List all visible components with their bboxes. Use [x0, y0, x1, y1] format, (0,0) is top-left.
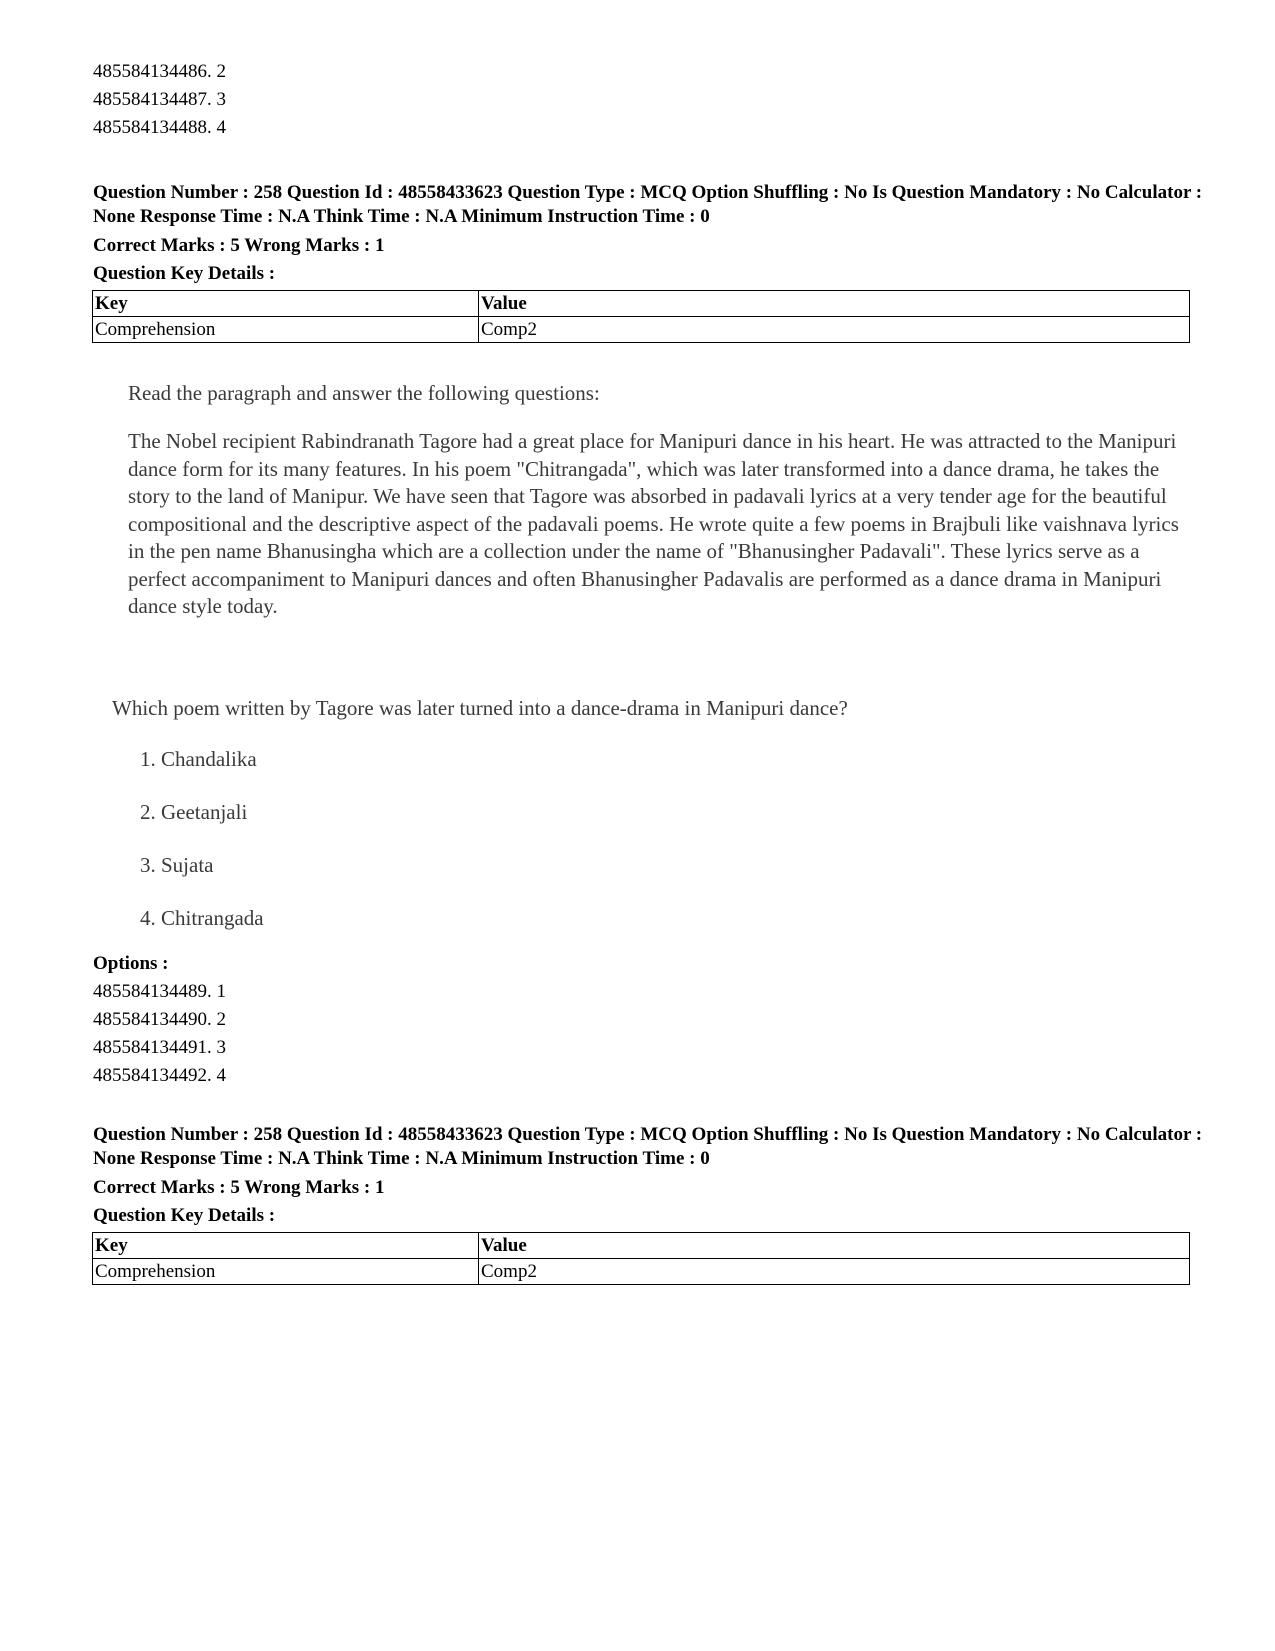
table-row	[93, 1259, 1190, 1285]
option-line: 485584134486. 2	[93, 61, 226, 82]
value-header: Value	[479, 1233, 1190, 1259]
passage-intro: Read the paragraph and answer the following questions:	[128, 381, 600, 405]
answer-choice: 3. Sujata	[140, 853, 214, 877]
key-details-table	[92, 290, 1190, 343]
marks-line: Correct Marks : 5 Wrong Marks : 1	[93, 1177, 385, 1198]
option-line: 485584134489. 1	[93, 981, 226, 1002]
key-header: Key	[93, 1233, 479, 1259]
option-line: 485584134491. 3	[93, 1037, 226, 1058]
option-line: 485584134490. 2	[93, 1009, 226, 1030]
table-header-row	[93, 291, 1190, 317]
question-meta: Question Number : 258 Question Id : 48558433623 Question Type : MCQ Option Shuffling : No Is Question Mandatory : No Calculator : None Response Time : N.A Think Time : N.A Minimum Instruction Time : 0	[93, 182, 1203, 227]
table-row	[93, 317, 1190, 343]
marks-line: Correct Marks : 5 Wrong Marks : 1	[93, 235, 385, 256]
key-details-label: Question Key Details :	[93, 1205, 276, 1226]
key-cell: Comprehension	[93, 317, 479, 343]
value-cell: Comp2	[479, 317, 1190, 343]
option-line: 485584134488. 4	[93, 117, 226, 138]
options-label: Options :	[93, 953, 169, 974]
option-line: 485584134487. 3	[93, 89, 226, 110]
value-cell: Comp2	[479, 1259, 1190, 1285]
passage-paragraph: The Nobel recipient Rabindranath Tagore had a great place for Manipuri dance in his heart. He was attracted to the Manipuri dance form for its many features. In his poem "Chitrangada", which was later transformed into a dance drama, he takes the story to the land of Manipur. We have seen that Tagore was absorbed in padavali lyrics at a very tender age for the beautiful compositional and the descriptive aspect of the padavali poems. He wrote quite a few poems in Brajbuli like vaishnava lyrics in the pen name Bhanusingha which are a collection under the name of "Bhanusingher Padavali". These lyrics serve as a perfect accompaniment to Manipuri dances and often Bhanusingher Padavalis are performed as a dance drama in Manipuri dance style today.	[128, 429, 1179, 618]
key-details-table	[92, 1232, 1190, 1285]
key-header: Key	[93, 291, 479, 317]
answer-choice: 4. Chitrangada	[140, 906, 264, 930]
key-cell: Comprehension	[93, 1259, 479, 1285]
answer-choice: 2. Geetanjali	[140, 800, 248, 824]
table-header-row	[93, 1233, 1190, 1259]
value-header: Value	[479, 291, 1190, 317]
answer-choice: 1. Chandalika	[140, 747, 257, 771]
passage-question: Which poem written by Tagore was later turned into a dance-drama in Manipuri dance?	[112, 696, 848, 720]
question-meta: Question Number : 258 Question Id : 48558433623 Question Type : MCQ Option Shuffling : No Is Question Mandatory : No Calculator : None Response Time : N.A Think Time : N.A Minimum Instruction Time : 0	[93, 1124, 1203, 1169]
option-line: 485584134492. 4	[93, 1065, 226, 1086]
key-details-label: Question Key Details :	[93, 263, 276, 284]
